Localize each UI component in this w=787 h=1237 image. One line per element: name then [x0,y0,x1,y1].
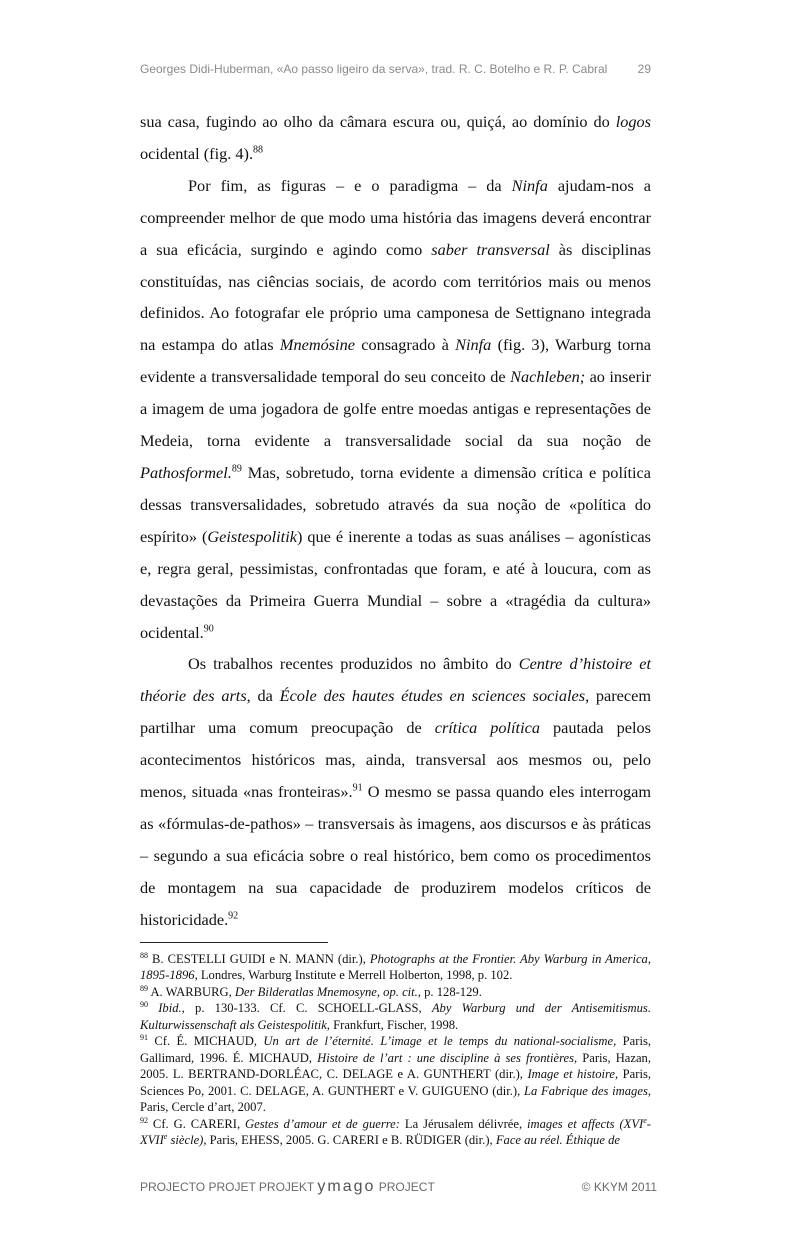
italic-text: Mnemósine [279,335,355,355]
italic-text: Ibid. [158,1001,182,1016]
italic-text: crítica política [434,718,540,738]
note-reference: 89 [140,983,148,993]
text-run: Cf. É. MICHAUD, [148,1034,264,1049]
italic-text: École des hautes études en sciences sociales [279,686,586,706]
text-run: ajudam-nos a compreender melhor de que modo uma história das imagens deverá encontrar a sua eficácia, surgindo e agindo como [140,175,651,259]
italic-text: Der Bilderatlas Mnemosyne, op. cit. [234,984,418,999]
text-run: Cf. G. CARERI, [148,1116,246,1131]
note-reference: 90 [140,999,148,1009]
text-run: Mas, sobretudo, torna evidente a dimensão crítica e política dessas transversalidades, sobretudo através da sua noção de «política do espírito» ( [140,462,651,546]
italic-text: Centre d’histoire et théorie des arts [140,654,651,706]
text-run: B. CESTELLI GUIDI e N. MANN (dir.), [148,951,370,966]
text-run: Frankfurt, Fischer, 1998. [329,1017,459,1032]
text-run: Paris, Hazan, 2005. L. BERTRAND-DORLÉAC, C. DELAGE e A. GUNTHERT (dir.), [140,1050,652,1082]
footnote [140,1116,651,1149]
note-reference: e [643,1115,647,1125]
italic-text: Un art de l’éternité. L’image et le temps du national-socialisme, [263,1034,617,1049]
italic-text: saber transversal [431,239,550,259]
footnote [140,984,651,1001]
project-line [140,1177,435,1197]
italic-text: siècle), [167,1133,207,1148]
text-run: sua casa, fugindo ao olho da câmara escura ou, quiçá, ao domínio do [140,112,616,131]
italic-text: images et affects (XVI [527,1116,644,1131]
text-run: ao inserir a imagem de uma jogadora de golfe entre moedas antigas e representações de Medeia, torna evidente a transversalidade social da sua noção de [140,367,651,451]
paragraph [140,106,651,170]
italic-text: Ninfa [455,335,492,355]
italic-text: La Fabrique des images, [523,1083,651,1098]
italic-text: Nachleben; [510,367,586,387]
italic-text: Aby Warburg und der Antisemitismus. Kulturwissenschaft als Geistespolitik, [140,1001,651,1032]
paragraph [140,648,651,935]
text-run: , p. 130-133. Cf. C. SCHOELL-GLASS, [181,1001,432,1016]
text-run: Londres, Warburg Institute e Merrell Holberton, 1998, p. 102. [197,968,513,983]
italic-text: logos [615,112,651,131]
note-reference: 90 [203,623,214,635]
note-reference: 91 [352,782,363,794]
page-number: 29 [637,62,651,76]
running-header [140,61,651,77]
text-run: Os trabalhos recentes produzidos no âmbito do [188,654,519,674]
italic-text: Geistespolitik [207,526,297,546]
text-run: (fig. 3), Warburg torna evidente a transversalidade temporal do seu conceito de [140,335,652,387]
text-run: pautada pelos acontecimentos históricos mas, ainda, transversal aos mesmos ou, pelo menos, situada «nas fronteiras». [140,718,652,802]
text-run: às disciplinas constituídas, nas ciências sociais, de acordo com territórios mais ou menos definidos. Ao fotografar ele próprio uma camponesa de Settignano integrada na estampa do atlas [140,239,652,355]
text-run: , da [246,686,280,706]
ymago-logo: ymago [317,1177,376,1195]
running-title: Georges Didi-Huberman, «Ao passo ligeiro da serva», trad. R. C. Botelho e R. P. Cabral [140,62,608,76]
note-reference: 92 [228,910,239,922]
italic-text: Gestes d’amour et de guerre: [245,1116,400,1131]
project-prefix: PROJECTO PROJET PROJEKT [140,1179,315,1194]
footnotes [140,951,651,1161]
text-run: Por fim, as figuras – e o paradigma – da [188,175,512,195]
project-suffix: PROJECT [378,1179,435,1194]
italic-text: Ninfa [511,175,548,195]
text-run: consagrado à [354,335,456,355]
note-reference: 89 [231,463,242,475]
italic-text: Photographs at the Frontier. Aby Warburg in America, 1895-1896, [140,951,651,983]
note-reference: 92 [140,1115,148,1125]
footnote [140,1000,651,1033]
text-run: Paris, Sciences Po, 2001. C. DELAGE, A. GUNTHERT e V. GUIGUENO (dir.), [140,1067,652,1098]
italic-text: Image et histoire, [527,1067,619,1082]
footnote-separator [140,942,328,943]
italic-text: Histoire de l’art : une discipline à ses frontières, [317,1050,578,1065]
text-run: Paris, Gallimard, 1996. É. MICHAUD, [140,1034,651,1065]
note-reference: 88 [253,144,264,156]
footnote [140,1033,651,1116]
copyright: © KKYM 2011 [581,1179,657,1194]
note-reference: 88 [140,950,148,960]
text-run: O mesmo se passa quando eles interrogam as «fórmulas-de-pathos» – transversais às imagens, aos discursos e às práticas – segundo a sua eficácia sobre o real histórico, bem como os procedimentos de montagem na sua capacidade de produzirem modelos críticos de historicidade. [140,782,652,929]
text-run: ) que é inerente a todas as suas análises – agonísticas e, regra geral, pessimistas, confrontadas que foram, e até à loucura, com as devastações da Primeira Guerra Mundial – sobre a «tragédia da cultura» ocidental. [140,526,651,642]
italic-text: -XVII [140,1116,651,1148]
note-reference: 91 [140,1032,148,1042]
text-run: ocidental (fig. 4). [140,143,254,163]
body-text [140,106,651,936]
text-run: Paris, Cercle d’art, 2007. [140,1100,266,1115]
text-run: A. WARBURG, [148,984,235,999]
text-run [148,1001,158,1015]
text-run: La Jérusalem délivrée, [399,1116,528,1131]
italic-text: Pathosformel. [140,462,232,482]
page-footer [140,1177,657,1197]
italic-text: Face au réel. Éthique de [495,1133,620,1148]
footnote [140,951,651,984]
text-run: Paris, EHESS, 2005. G. CARERI e B. RÜDIGER (dir.), [206,1133,496,1148]
text-run: , p. 128-129. [417,984,482,999]
paragraph [140,170,651,649]
note-reference: e [163,1131,168,1141]
text-run: , parecem partilhar uma comum preocupação de [140,686,652,738]
